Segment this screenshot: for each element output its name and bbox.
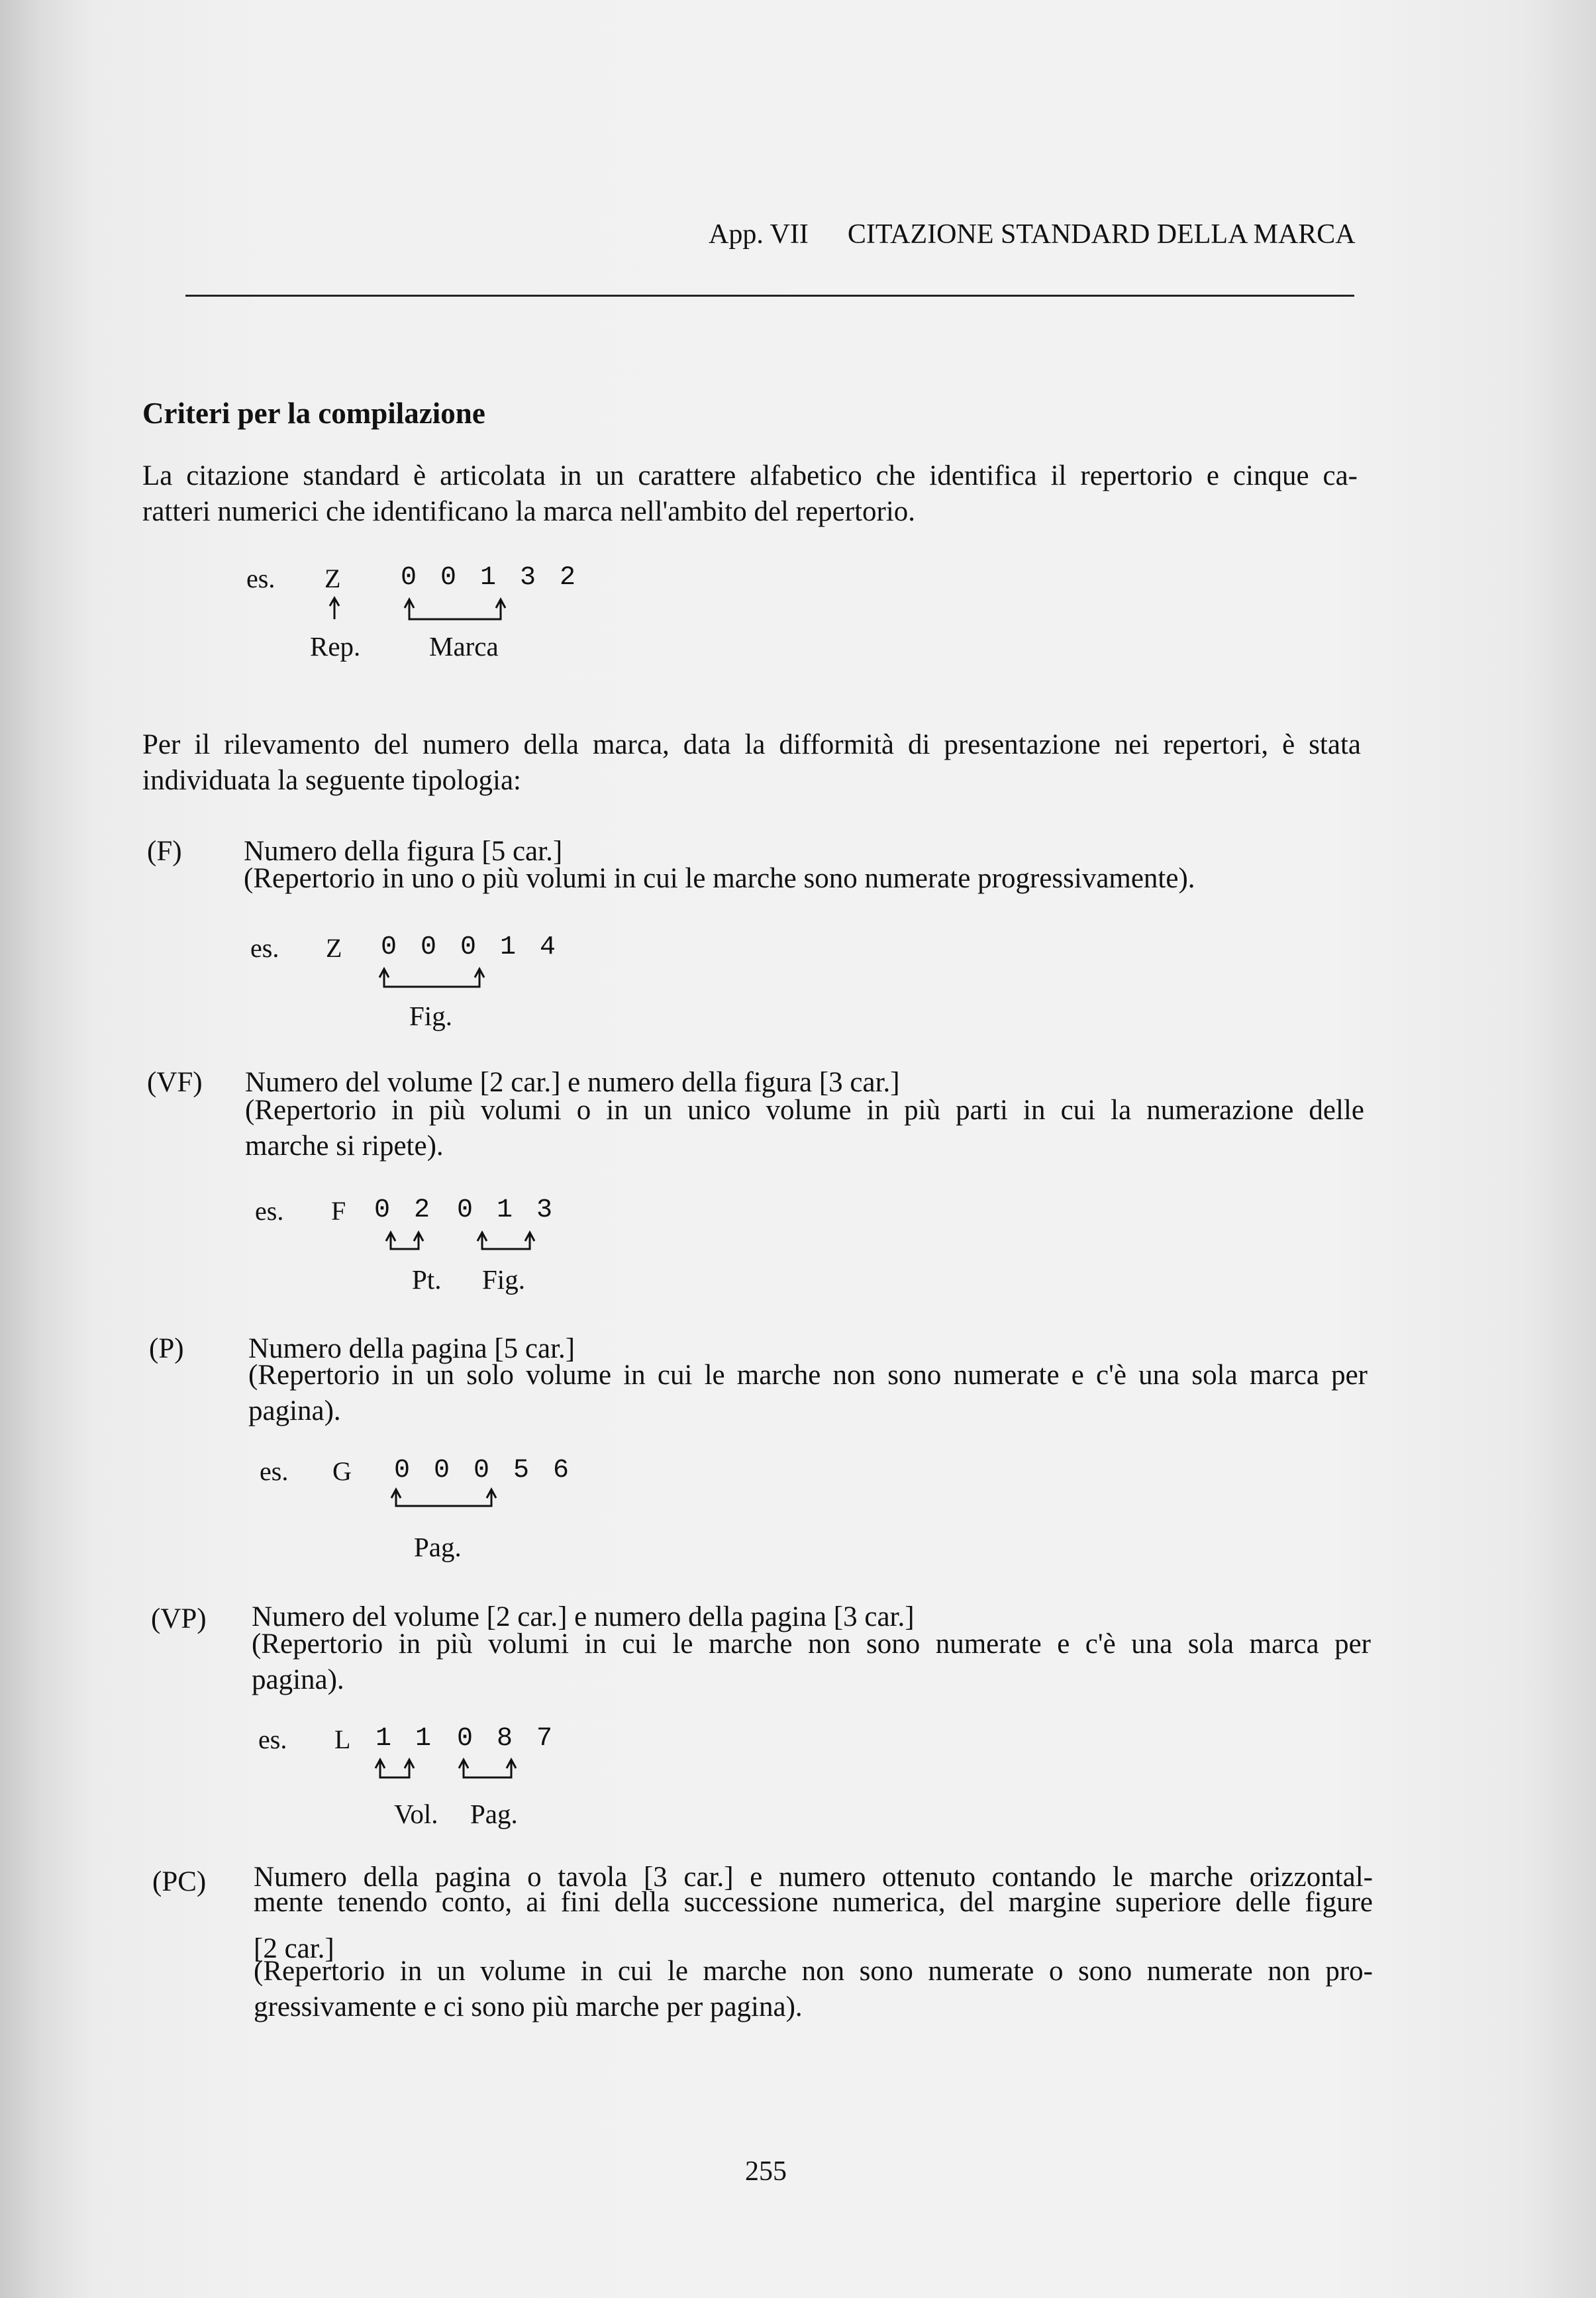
type-f-desc: (Repertorio in uno o più volumi in cui le marche sono numerate progressivamente).: [244, 863, 1195, 894]
type-pc-code: (PC): [152, 1866, 207, 1897]
typology-line-2: individuata la seguente tipologia:: [142, 765, 521, 796]
type-vf-desc-2: marche si ripete).: [245, 1130, 444, 1162]
type-vf-desc-1: (Repertorio in più volumi o in un unico volume in più parti in cui la numerazione delle: [245, 1095, 1364, 1126]
type-vf-example-prefix: es.: [255, 1196, 284, 1226]
bracket-arrow-icon: [405, 599, 505, 619]
bracket-arrow-icon: [477, 1232, 534, 1249]
type-f-example-digits: 0 0 0 1 4: [381, 932, 560, 962]
type-p-example-prefix: es.: [260, 1456, 289, 1486]
example-digits: 0 0 1 3 2: [401, 563, 580, 593]
type-vp-desc-2: pagina).: [252, 1664, 344, 1695]
type-vf-label-fig: Fig.: [482, 1264, 525, 1295]
type-f-example-prefix: es.: [250, 933, 279, 963]
page-number: 255: [745, 2156, 787, 2187]
type-vp-label-vol: Vol.: [394, 1799, 438, 1829]
example-letter: Z: [324, 564, 341, 593]
type-p-code: (P): [149, 1333, 184, 1364]
type-vf-example-digits-2: 0 1 3: [457, 1195, 557, 1225]
type-vf-code: (VF): [147, 1067, 203, 1098]
type-pc-desc-1: (Repertorio in un volume in cui le marche non sono numerate o sono numerate non pro-: [254, 1956, 1373, 1987]
section-heading: Criteri per la compilazione: [142, 397, 485, 430]
bracket-arrow-icon: [386, 1232, 423, 1249]
type-vp-example-digits-1: 1 1: [375, 1724, 436, 1754]
header-section: App. VII: [709, 219, 809, 250]
type-p-desc-2: pagina).: [248, 1395, 341, 1426]
type-pc-desc-2: gressivamente e ci sono più marche per pagina).: [254, 1991, 803, 2023]
type-vp-code: (VP): [151, 1603, 207, 1634]
type-p-desc-1: (Repertorio in un solo volume in cui le marche non sono numerate e c'è una sola marca per: [248, 1360, 1368, 1391]
type-f-code: (F): [147, 836, 182, 867]
type-vf-title: Numero del volume [2 car.] e numero della figura [3 car.]: [245, 1067, 900, 1098]
type-p-example-letter: G: [332, 1456, 352, 1486]
bracket-arrow-icon: [375, 1760, 414, 1777]
bracket-arrow-icon: [391, 1489, 496, 1506]
intro-line-2: ratteri numerici che identificano la marca nell'ambito del repertorio.: [142, 496, 916, 527]
type-pc-title-1: Numero della pagina o tavola [3 car.] e numero ottenuto contando le marche orizzontal-: [254, 1862, 1373, 1893]
type-vp-desc-1: (Repertorio in più volumi in cui le marche non sono numerate e c'è una sola marca per: [252, 1628, 1371, 1660]
example-label-rep: Rep.: [310, 631, 361, 662]
arrow-up-icon: [330, 598, 339, 619]
type-vf-example-digits-1: 0 2: [374, 1195, 434, 1225]
typology-line-1: Per il rilevamento del numero della marca, data la difformità di presentazione nei repertori, è stata: [142, 729, 1361, 760]
type-p-example-digits: 0 0 0 5 6: [394, 1456, 574, 1485]
bracket-arrow-icon: [459, 1760, 516, 1777]
intro-line-1: La citazione standard è articolata in un carattere alfabetico che identifica il repertorio e cinque ca-: [142, 460, 1358, 491]
type-vp-title: Numero del volume [2 car.] e numero della pagina [3 car.]: [252, 1601, 915, 1632]
type-vp-example-digits-2: 0 8 7: [457, 1724, 557, 1754]
header-title: CITAZIONE STANDARD DELLA MARCA: [847, 219, 1356, 250]
type-vp-label-pag: Pag.: [470, 1799, 518, 1829]
type-vf-example-letter: F: [331, 1196, 346, 1226]
type-f-label-fig: Fig.: [409, 1001, 452, 1031]
type-f-title: Numero della figura [5 car.]: [244, 836, 563, 867]
bracket-arrow-icon: [379, 969, 484, 987]
type-vp-example-letter: L: [334, 1724, 351, 1754]
type-p-title: Numero della pagina [5 car.]: [248, 1333, 575, 1364]
type-pc-title-3: [2 car.]: [254, 1933, 334, 1964]
type-vf-label-pt: Pt.: [412, 1264, 442, 1295]
type-pc-title-2: mente tenendo conto, ai fini della successione numerica, del margine superiore delle figure: [254, 1887, 1373, 1918]
example-prefix: es.: [246, 564, 275, 593]
type-p-label-pag: Pag.: [414, 1532, 462, 1562]
type-f-example-letter: Z: [326, 933, 342, 963]
type-vp-example-prefix: es.: [258, 1724, 287, 1754]
example-label-marca: Marca: [429, 631, 499, 662]
